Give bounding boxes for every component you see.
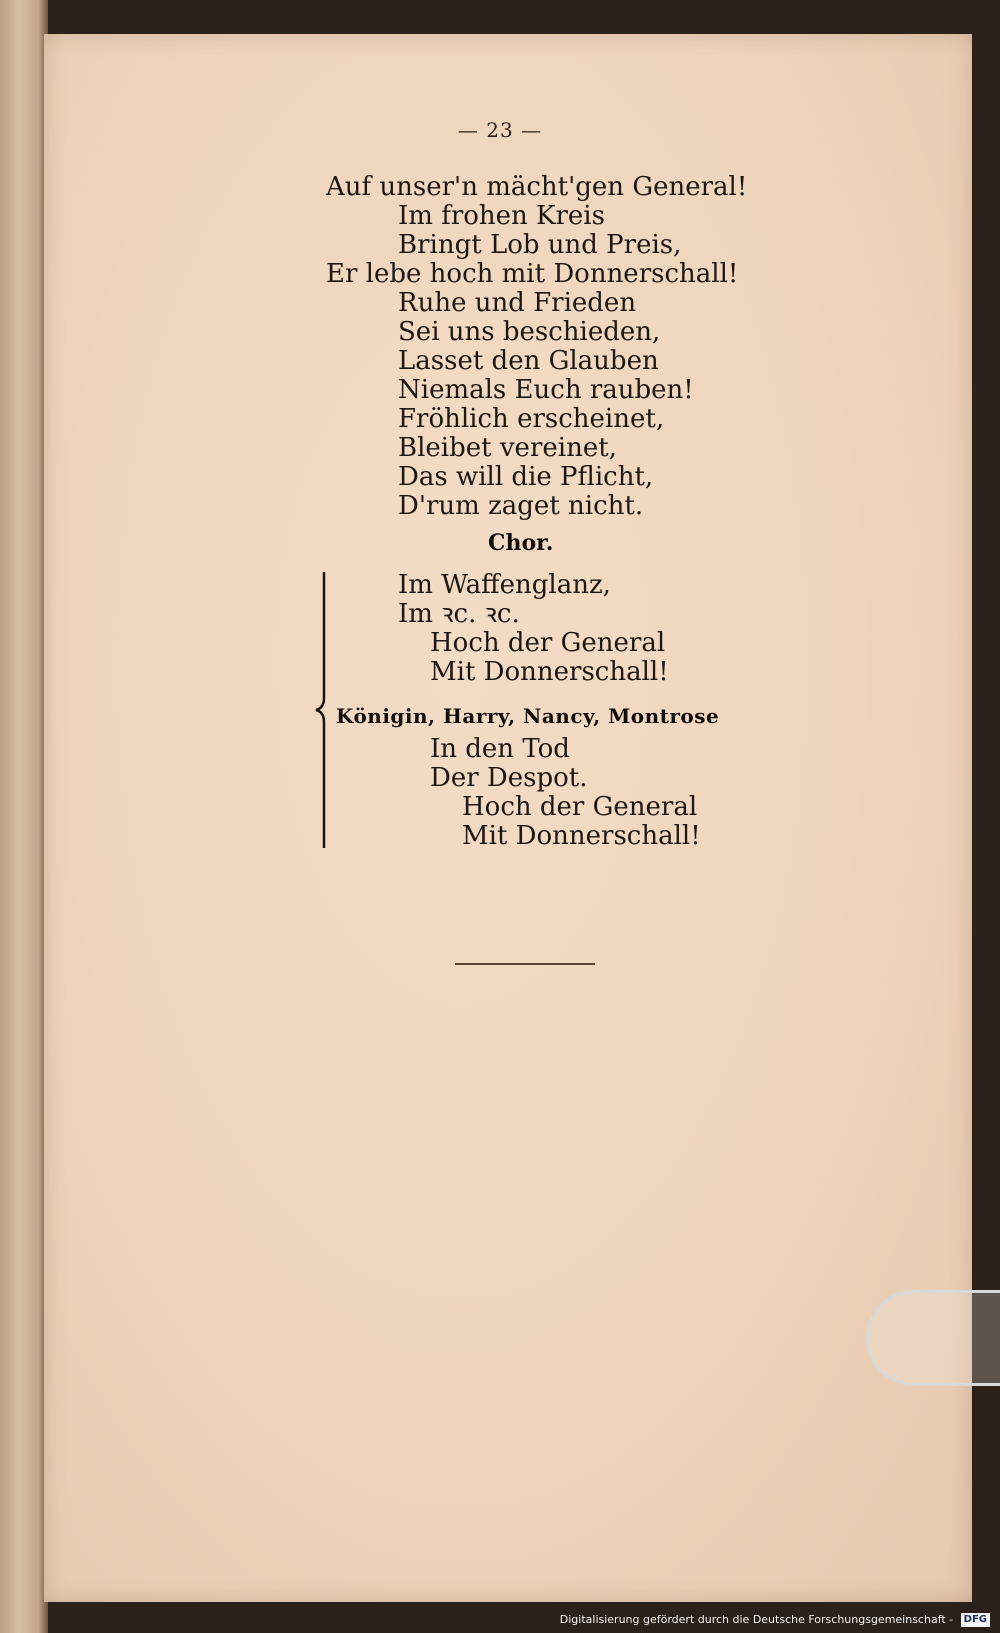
credit-text: Digitalisierung gefördert durch die Deutsche Forschungsgemeinschaft - [559, 1613, 954, 1626]
verse-line-3: Bringt Lob und Preis, [398, 230, 682, 260]
verse-line-12: D'rum zaget nicht. [398, 491, 644, 521]
chor-line-4: Mit Donnerschall! [430, 657, 669, 687]
verse-line-4: Er lebe hoch mit Donnerschall! [326, 259, 739, 289]
chor-heading: Chor. [488, 530, 554, 556]
digitization-credit [560, 1609, 990, 1631]
chor-line-1: Im Waffenglanz, [398, 570, 611, 600]
page-clip-tab [866, 1290, 1000, 1386]
brace-bracket [312, 572, 332, 848]
speakers-line-2: Der Despot. [430, 763, 588, 793]
verse-line-9: Fröhlich erscheinet, [398, 404, 665, 434]
chor-line-2: Im ꝛc. ꝛc. [398, 599, 520, 629]
verse-line-6: Sei uns beschieden, [398, 317, 661, 347]
page-number: — 23 — [457, 118, 543, 142]
speakers-heading: Königin, Harry, Nancy, Montrose [336, 704, 720, 728]
verse-line-8: Niemals Euch rauben! [398, 375, 694, 405]
verse-line-5: Ruhe und Frieden [398, 288, 637, 318]
binding-edge [0, 0, 48, 1633]
verse-line-10: Bleibet vereinet, [398, 433, 617, 463]
verse-line-11: Das will die Pflicht, [398, 462, 654, 492]
dfg-logo: DFG [961, 1613, 990, 1627]
speakers-line-4: Mit Donnerschall! [462, 821, 701, 851]
section-end-rule [455, 963, 595, 965]
verse-line-2: Im frohen Kreis [398, 201, 605, 231]
verse-line-1: Auf unser'n mächt'gen General! [326, 172, 748, 202]
verse-line-7: Lasset den Glauben [398, 346, 659, 376]
chor-line-3: Hoch der General [430, 628, 666, 658]
speakers-line-1: In den Tod [430, 734, 570, 764]
speakers-line-3: Hoch der General [462, 792, 698, 822]
